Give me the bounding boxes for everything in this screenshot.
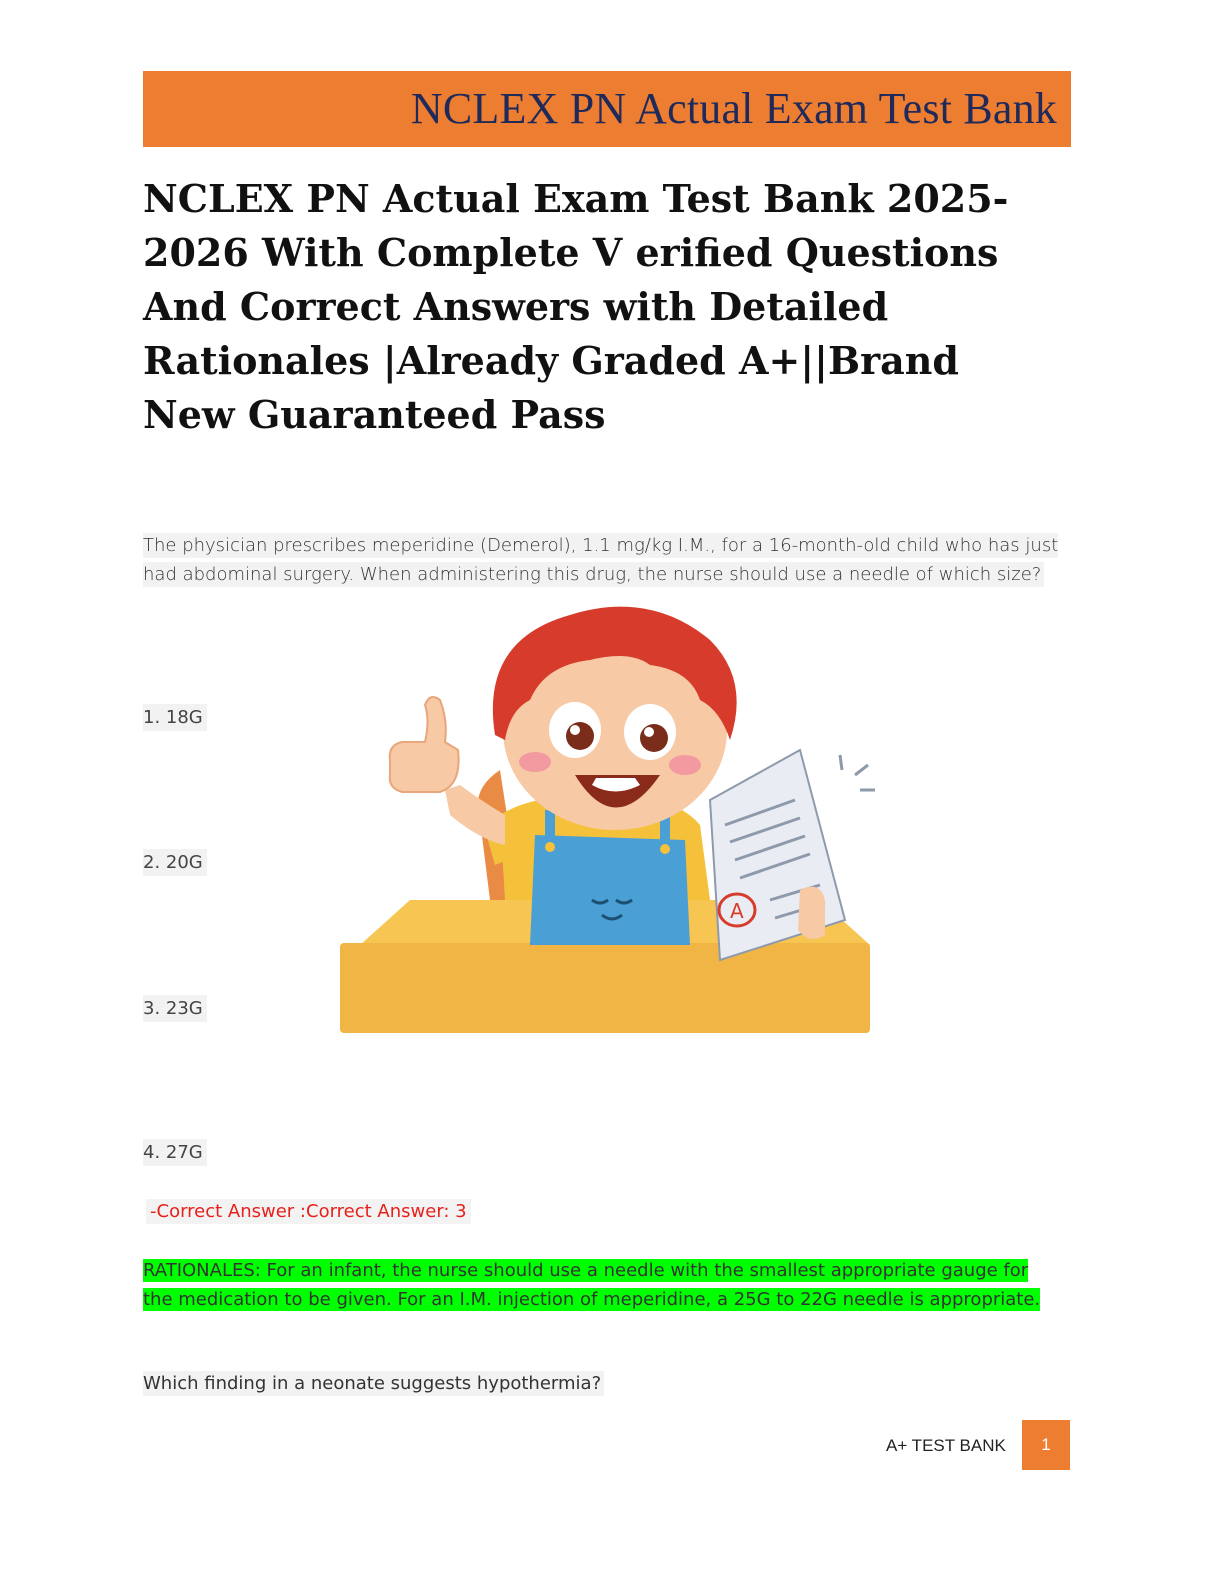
option-2-label: 2. 20G — [143, 849, 207, 876]
question-2-stem: Which finding in a neonate suggests hypothermia? — [143, 1371, 604, 1396]
child-with-graded-paper-illustration — [330, 600, 890, 1040]
correct-answer: -Correct Answer :Correct Answer: 3 — [146, 1199, 471, 1224]
cheek-right — [669, 755, 701, 775]
eye-right-icon — [640, 724, 668, 752]
option-4 — [143, 1142, 207, 1163]
option-1 — [143, 707, 207, 728]
option-3-label: 3. 23G — [143, 995, 207, 1022]
cheek-left — [519, 752, 551, 772]
footer-label: A+ TEST BANK — [886, 1436, 1006, 1455]
page-number: 1 — [1022, 1420, 1070, 1470]
rationale — [143, 1256, 1048, 1314]
eye-left-icon — [566, 722, 594, 750]
header-title: NCLEX PN Actual Exam Test Bank — [410, 84, 1057, 133]
question-2-text — [143, 1373, 604, 1394]
question-1-stem: The physician prescribes meperidine (Demerol), 1.1 mg/kg I.M., for a 16-month-old child who has just had abdominal surgery. When administering this drug, the nurse should use a needle of which size? — [143, 535, 1059, 585]
button-right-icon — [660, 844, 670, 854]
eye-right-shine — [644, 727, 654, 737]
option-4-label: 4. 27G — [143, 1139, 207, 1166]
desk-front — [340, 943, 870, 1033]
option-3 — [143, 998, 207, 1019]
sparkle-icon — [840, 755, 875, 790]
document-title: NCLEX PN Actual Exam Test Bank 2025-2026 With Complete V erified Questions And Correct Answers with Detailed Rationales |Already Graded A+||Brand New Guaranteed Pass — [143, 176, 1009, 437]
option-1-label: 1. 18G — [143, 704, 207, 731]
grade-mark: A — [730, 899, 744, 923]
eye-left-shine — [570, 725, 580, 735]
hand-right — [798, 887, 825, 939]
question-1-text — [143, 531, 1073, 589]
option-2 — [143, 852, 207, 873]
header-band — [143, 71, 1071, 147]
rationale-text: RATIONALES: For an infant, the nurse should use a needle with the smallest appropriate gauge for the medication to be given. For an I.M. injection of meperidine, a 25G to 22G needle is appropriate. — [143, 1260, 1041, 1310]
button-left-icon — [545, 842, 555, 852]
thumbs-up-icon — [390, 697, 459, 792]
